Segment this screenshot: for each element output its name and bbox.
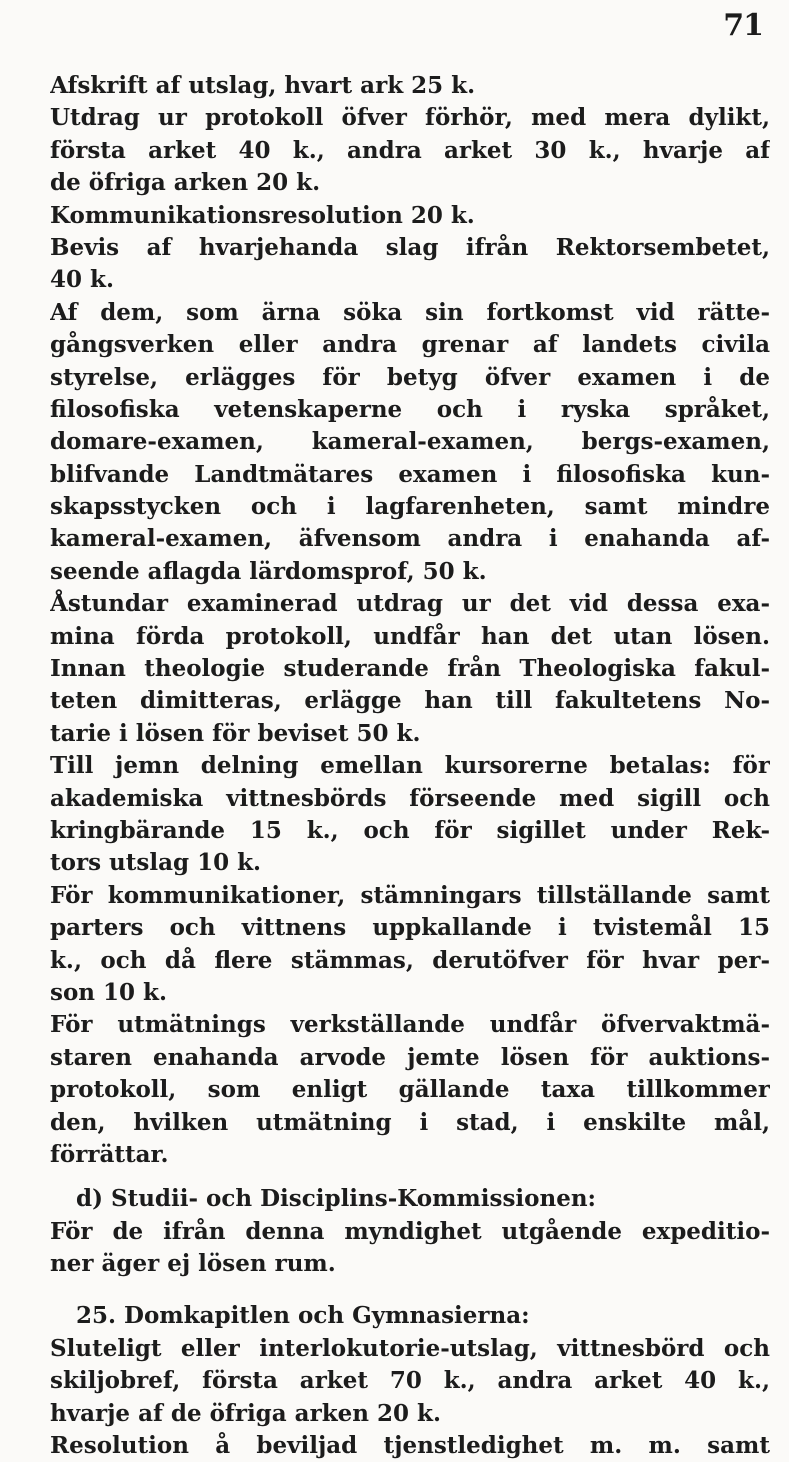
text-line: filosofiska vetenskaperne och i ryska språket, <box>50 395 770 423</box>
paragraph-gap <box>50 1171 770 1183</box>
text-line: domare-examen, kameral-examen, bergs-examen, <box>50 428 770 456</box>
paragraph-gap <box>50 1280 770 1300</box>
text-line: mina förda protokoll, undfår han det utan lösen. <box>50 622 770 650</box>
text-line: k., och då flere stämmas, derutöfver för hvar per- <box>50 946 770 974</box>
text-line: förrättar. <box>50 1140 169 1168</box>
text-line: Sluteligt eller interlokutorie-utslag, vittnesbörd och <box>50 1334 770 1362</box>
page-number: 71 <box>723 8 763 43</box>
text-line: gångsverken eller andra grenar af landets civila <box>50 331 770 359</box>
text-line: tarie i lösen för beviset 50 k. <box>50 719 421 747</box>
text-line: kameral-examen, äfvensom andra i enahanda af- <box>50 525 770 553</box>
text-line: första arket 40 k., andra arket 30 k., hvarje af <box>50 136 770 164</box>
text-line: Utdrag ur protokoll öfver förhör, med mera dylikt, <box>50 104 770 132</box>
text-line: skiljobref, första arket 70 k., andra arket 40 k., <box>50 1367 770 1395</box>
body-text <box>50 70 770 1462</box>
text-line: de öfriga arken 20 k. <box>50 169 321 197</box>
text-line: Åstundar examinerad utdrag ur det vid dessa exa- <box>50 590 770 618</box>
text-line: 40 k. <box>50 266 114 294</box>
text-line: Afskrift af utslag, hvart ark 25 k. <box>50 72 476 99</box>
text-line: teten dimitteras, erlägge han till fakultetens No- <box>50 687 770 715</box>
text-line: son 10 k. <box>50 978 167 1006</box>
text-line: Resolution å beviljad tjenstledighet m. m. samt <box>50 1432 770 1460</box>
text-line: Till jemn delning emellan kursorerne betalas: för <box>50 752 770 780</box>
text-line: hvarje af de öfriga arken 20 k. <box>50 1399 441 1427</box>
text-line: Af dem, som ärna söka sin fortkomst vid rätte- <box>50 298 770 326</box>
text-line: För de ifrån denna myndighet utgående expeditio- <box>50 1217 770 1245</box>
text-line: staren enahanda arvode jemte lösen för auktions- <box>50 1043 770 1071</box>
text-line: kringbärande 15 k., och för sigillet under Rek- <box>50 816 770 844</box>
text-line: ner äger ej lösen rum. <box>50 1250 336 1278</box>
text-line: tors utslag 10 k. <box>50 849 262 877</box>
text-line: Innan theologie studerande från Theologiska fakul- <box>50 655 770 683</box>
section-heading-line: 25. Domkapitlen och Gymnasierna: <box>76 1302 530 1330</box>
text-line: parters och vittnens uppkallande i tvistemål 15 <box>50 914 770 942</box>
text-line: För kommunikationer, stämningars tillställande samt <box>50 881 770 909</box>
text-line: blifvande Landtmätares examen i filosofiska kun- <box>50 460 770 488</box>
text-line: Kommunikationsresolution 20 k. <box>50 201 475 229</box>
text-line: seende aflagda lärdomsprof, 50 k. <box>50 557 487 585</box>
text-line: den, hvilken utmätning i stad, i enskilte mål, <box>50 1108 770 1136</box>
text-line: Bevis af hvarjehanda slag ifrån Rektorsembetet, <box>50 233 770 261</box>
text-line: skapsstycken och i lagfarenheten, samt mindre <box>50 493 770 521</box>
text-line: För utmätnings verkställande undfår öfvervaktmä- <box>50 1011 770 1039</box>
text-line: akademiska vittnesbörds förseende med sigill och <box>50 784 770 812</box>
text-line: styrelse, erlägges för betyg öfver examen i de <box>50 363 770 391</box>
section-heading-line: d) Studii- och Disciplins-Kommissionen: <box>76 1185 597 1213</box>
text-line: protokoll, som enligt gällande taxa tillkommer <box>50 1076 770 1104</box>
